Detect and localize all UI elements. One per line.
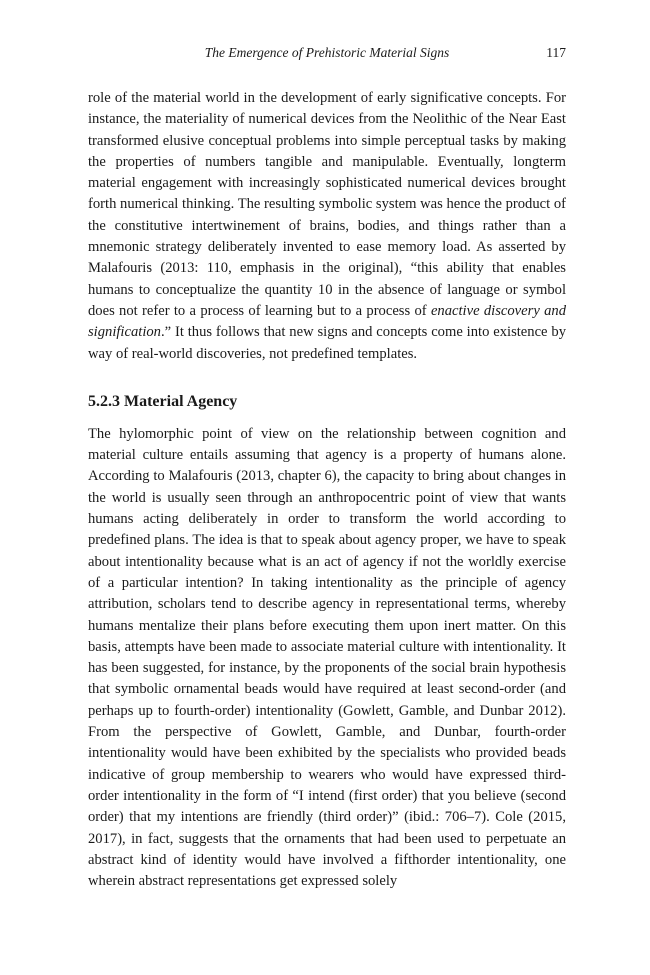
paragraph-intro-end: .” It thus follows that new signs and concepts come into existence by way of real-world discoveries, not predefined templates. xyxy=(88,324,566,362)
paragraph-intro xyxy=(88,88,566,365)
running-head xyxy=(88,45,566,65)
body-text xyxy=(88,88,566,892)
emphasis-phrase: enactive discovery and signification xyxy=(88,302,566,341)
paragraph-material-agency: The hylomorphic point of view on the relationship between cognition and material culture entails assuming that agency is a property of humans alone. According to Malafouris (2013, chapter 6), the capacity to bring about changes in the world is usually seen through an anthropocentric point of view that wants humans acting deliberately in order to transform the world according to predefined plans. The idea is that to speak about agency proper, we have to speak about intentionality because what is an act of agency if not the worldly exercise of a particular intention? In taking intentionality as the principle of agency attribution, scholars tend to describe agency in representational terms, whereby humans mentalize their plans before executing them upon inert matter. On this basis, attempts have been made to associate material culture with intentionality. It has been suggested, for instance, by the proponents of the social brain hypothesis that symbolic ornamental beads would have required at least second-order (and perhaps up to fourth-order) intentionality (Gowlett, Gamble, and Dunbar 2012). From the perspective of Gowlett, Gamble, and Dunbar, fourth-order intentionality would have been exhibited by the specialists who provided beads indicative of group membership to wearers who would have expressed third-order intentionality in the form of “I intend (first order) that you believe (second order) that my intentions are friendly (third order)” (ibid.: 706–7). Cole (2015, 2017), in fact, suggests that the ornaments that had been used to perpetuate an abstract kind of identity would have involved a fifthorder intentionality, one wherein abstract representations get expressed solely xyxy=(88,425,566,890)
paragraph-intro-text: role of the material world in the development of early significative concepts. For instance, the materiality of numerical devices from the Neolithic of the Near East transformed elusive conceptual problems into simple perceptual tasks by making the properties of numbers tangible and manipulable. Eventually, longterm material engagement with increasingly sophisticated numerical devices brought forth numerical thinking. The resulting symbolic system was hence the product of the constitutive intertwinement of brains, bodies, and things rather than a mnemonic strategy deliberately invented to ease memory load. As asserted by Malafouris (2013: 110, emphasis in the original), “this ability that enables humans to conceptualize the quantity 10 in the absence of language or symbol does not refer to a process of learning but to a process of xyxy=(88,90,566,319)
running-title: The Emergence of Prehistoric Material Signs xyxy=(204,45,450,60)
page-number: 117 xyxy=(546,45,566,60)
section-heading: 5.2.3 Material Agency xyxy=(88,392,238,410)
